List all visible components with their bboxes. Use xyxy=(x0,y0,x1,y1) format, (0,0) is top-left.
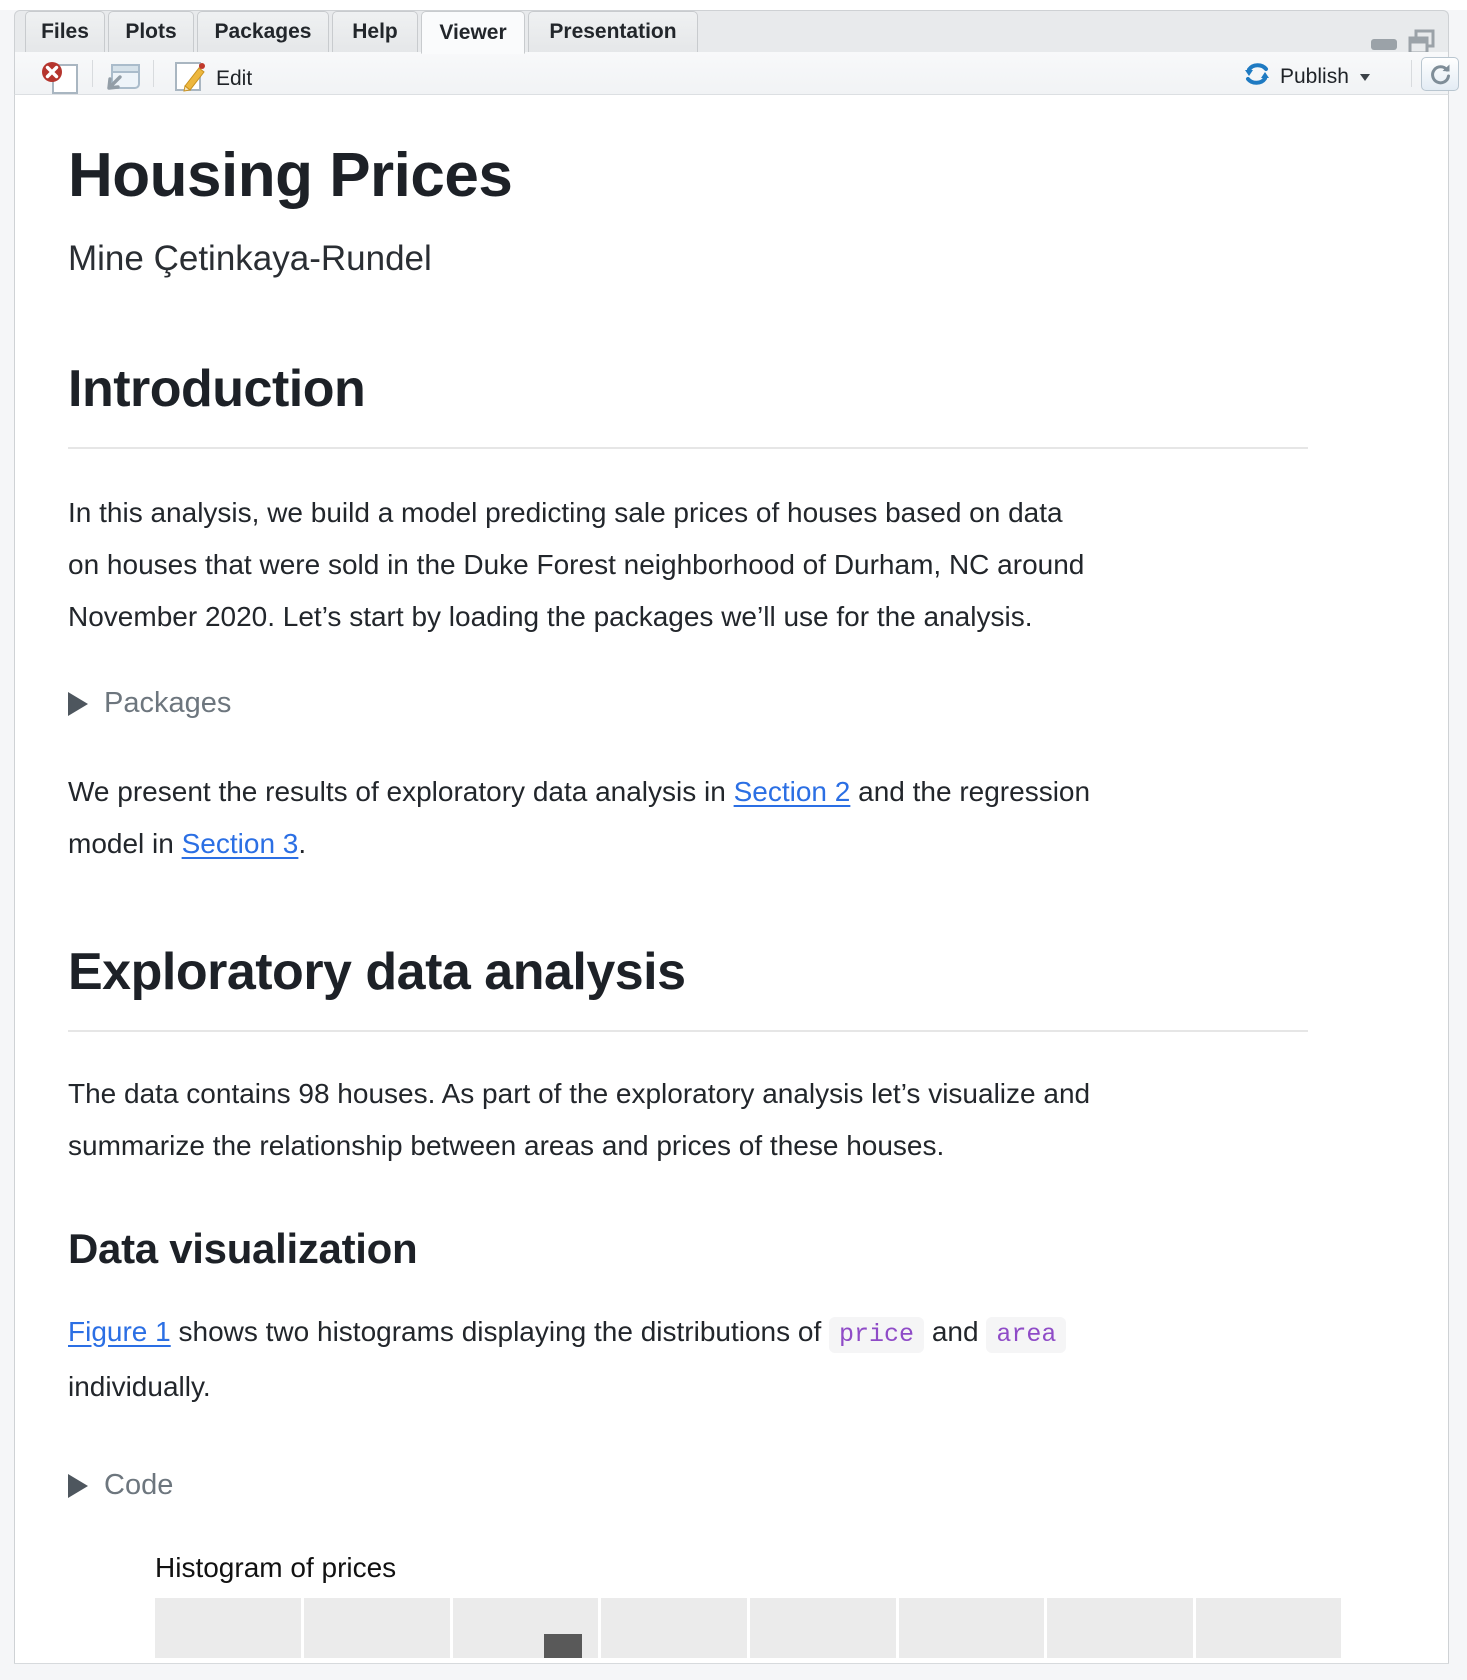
open-in-new-window-icon xyxy=(105,62,141,97)
edit-pencil-icon xyxy=(173,60,207,97)
tab-files[interactable]: Files xyxy=(25,11,105,53)
dataviz-heading: Data visualization xyxy=(68,1225,418,1272)
doc-author: Mine Çetinkaya-Rundel xyxy=(68,239,432,278)
window-top-margin xyxy=(0,0,1467,10)
minimize-pane-icon[interactable] xyxy=(1371,39,1397,50)
tab-presentation[interactable]: Presentation xyxy=(528,11,698,53)
packages-toggle-label: Packages xyxy=(104,687,232,719)
histogram-figure xyxy=(155,1550,1308,1658)
tab-plots[interactable]: Plots xyxy=(108,11,194,53)
figure-paragraph: Figure 1 shows two histograms displaying the distributions of price and area individually. xyxy=(68,1306,1308,1413)
sections-paragraph: We present the results of exploratory data analysis in Section 2 and the regression model in Section 3. xyxy=(68,776,1091,859)
eda-heading: Exploratory data analysis xyxy=(68,942,1308,1032)
viewer-toolbar xyxy=(14,52,1449,95)
panel-gridline xyxy=(301,1598,304,1658)
histogram-bar xyxy=(544,1634,582,1658)
inline-code-area: area xyxy=(986,1317,1066,1353)
edit-button[interactable] xyxy=(173,60,252,97)
open-in-new-window-button[interactable] xyxy=(105,62,141,97)
pane-tab-strip xyxy=(14,10,1449,52)
publish-button[interactable] xyxy=(1243,61,1372,92)
disclosure-triangle-icon xyxy=(68,1474,88,1498)
viewer-content[interactable] xyxy=(14,95,1449,1663)
publish-button-label: Publish xyxy=(1280,64,1349,88)
panel-gridline xyxy=(1044,1598,1047,1658)
pane-bottom-edge xyxy=(14,1663,1449,1664)
figure-1-link[interactable]: Figure 1 xyxy=(68,1316,171,1347)
eda-paragraph: The data contains 98 houses. As part of the exploratory analysis let’s visualize and summarize the relationship between areas and prices of these houses. xyxy=(68,1078,1091,1161)
section-2-link[interactable]: Section 2 xyxy=(733,776,851,807)
panel-gridline xyxy=(450,1598,453,1658)
plot-panel xyxy=(155,1598,1341,1658)
section-3-link[interactable]: Section 3 xyxy=(181,828,299,859)
tab-packages[interactable]: Packages xyxy=(197,11,329,53)
packages-code-fold-toggle[interactable] xyxy=(68,687,1308,720)
refresh-button[interactable] xyxy=(1421,57,1459,91)
publish-dropdown-caret[interactable] xyxy=(1358,72,1372,82)
intro-paragraph: In this analysis, we build a model predicting sale prices of houses based on data on houses that were sold in the Duke Forest neighborhood of Durham, NC around November 2020. Let’s start by loading the packages we’ll use for the analysis. xyxy=(68,497,1085,632)
tab-help[interactable]: Help xyxy=(332,11,418,53)
code-toggle-label: Code xyxy=(104,1469,174,1501)
disclosure-triangle-icon xyxy=(68,692,88,716)
panel-gridline xyxy=(747,1598,750,1658)
doc-title: Housing Prices xyxy=(68,141,513,210)
toolbar-separator xyxy=(1411,60,1412,87)
tab-viewer[interactable]: Viewer xyxy=(421,11,525,54)
toolbar-separator xyxy=(153,60,154,87)
code-fold-toggle[interactable] xyxy=(68,1469,1308,1502)
plot-title: Histogram of prices xyxy=(155,1552,397,1583)
refresh-icon xyxy=(1428,62,1452,86)
intro-heading: Introduction xyxy=(68,359,1308,449)
toolbar-separator xyxy=(92,60,93,87)
panel-gridline xyxy=(1193,1598,1196,1658)
inline-code-price: price xyxy=(829,1317,924,1353)
publish-icon xyxy=(1243,61,1271,92)
edit-button-label: Edit xyxy=(216,66,253,90)
panel-gridline xyxy=(896,1598,899,1658)
panel-gridline xyxy=(598,1598,601,1658)
